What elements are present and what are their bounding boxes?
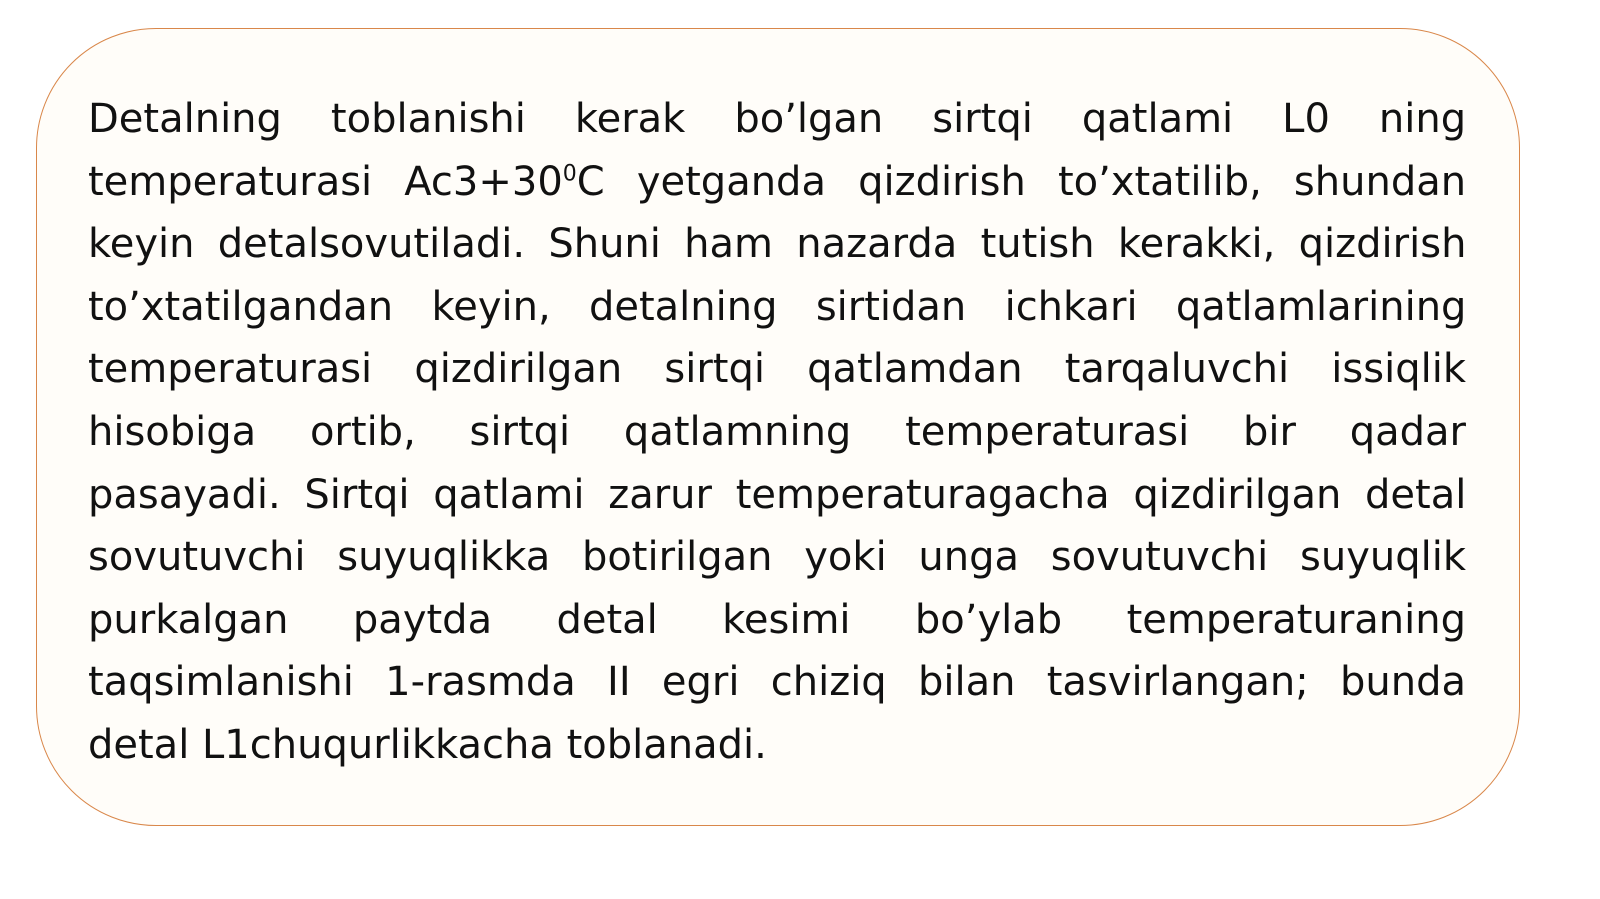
paragraph-line: Detalning toblanishi kerak bo’lgan sirtqi qatlami L0 ning bbox=[88, 96, 1466, 142]
paragraph-line: pasayadi. Sirtqi qatlami zarur temperaturagacha qizdirilgan detal bbox=[88, 471, 1466, 518]
paragraph-line: taqsimlanishi 1-rasmda II egri chiziq bilan tasvirlangan; bunda bbox=[88, 659, 1466, 706]
paragraph-line: keyin detalsovutiladi. Shuni ham nazarda tutish kerakki, qizdirish bbox=[88, 221, 1466, 268]
paragraph-line: hisobiga ortib, sirtqi qatlamning temperaturasi bir qadar bbox=[88, 408, 1466, 455]
paragraph-line: sovutuvchi suyuqlikka botirilgan yoki unga sovutuvchi suyuqlik bbox=[88, 534, 1466, 581]
paragraph-line: purkalgan paytda detal kesimi bo’ylab temperaturaning bbox=[88, 596, 1466, 643]
paragraph-line: temperaturasi $Ac3+30^0C$ yetganda qizdirish to’xtatilib, shundan bbox=[88, 158, 1466, 205]
paragraph-line: temperaturasi qizdirilgan sirtqi qatlamdan tarqaluvchi issiqlik bbox=[88, 346, 1466, 393]
paragraph-line: detal L1chuqurlikkacha toblanadi. bbox=[88, 721, 767, 768]
paragraph-line: to’xtatilgandan keyin, detalning sirtidan ichkari qatlamlarining bbox=[88, 283, 1466, 330]
degree-superscript: 0 bbox=[562, 161, 577, 187]
body-paragraph bbox=[88, 88, 1466, 777]
